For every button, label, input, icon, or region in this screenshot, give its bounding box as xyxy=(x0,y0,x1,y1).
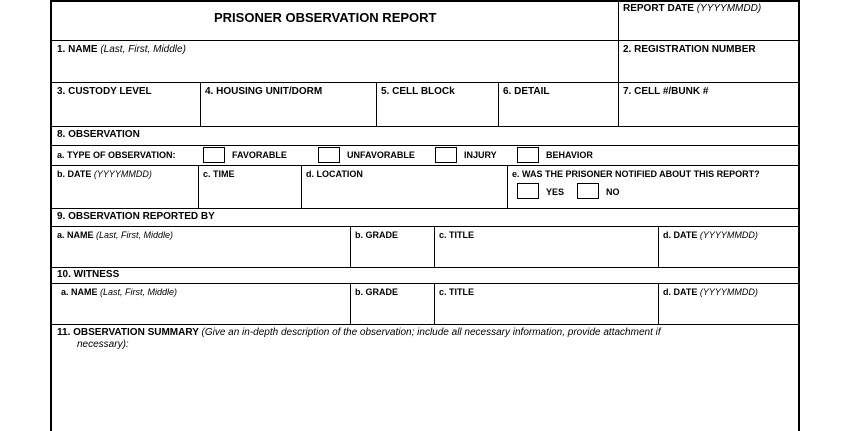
observation-time-field[interactable] xyxy=(199,181,300,207)
witness-title-field[interactable] xyxy=(435,299,657,323)
divider xyxy=(52,324,798,325)
observation-section-label: 8. OBSERVATION xyxy=(57,129,140,140)
notified-no-label: NO xyxy=(606,187,620,197)
report-date-hint: (YYYYMMDD) xyxy=(696,3,762,14)
observation-time-label: c. TIME xyxy=(203,169,235,179)
divider xyxy=(52,283,798,284)
witness-date-field[interactable] xyxy=(659,299,800,323)
witness-section-label: 10. WITNESS xyxy=(57,269,120,280)
injury-label: INJURY xyxy=(464,150,497,160)
name-label-text: 1. NAME xyxy=(57,44,98,55)
witness-date-label-text: d. DATE xyxy=(663,287,698,297)
housing-unit-field[interactable] xyxy=(201,99,375,125)
custody-level-field[interactable] xyxy=(53,99,199,125)
witness-date-hint: (YYYYMMDD) xyxy=(699,287,758,297)
reporter-name-field[interactable] xyxy=(53,242,349,266)
divider xyxy=(52,208,798,209)
housing-unit-label: 4. HOUSING UNIT/DORM xyxy=(205,86,323,97)
name-field[interactable] xyxy=(53,57,617,81)
divider xyxy=(507,165,508,208)
reporter-name-label-text: a. NAME xyxy=(57,230,94,240)
reported-by-section-label: 9. OBSERVATION REPORTED BY xyxy=(57,211,215,222)
behavior-label: BEHAVIOR xyxy=(546,150,593,160)
divider xyxy=(52,226,798,227)
reporter-name-label xyxy=(57,229,173,241)
favorable-checkbox[interactable] xyxy=(203,147,225,163)
cell-block-label: 5. CELL BLOCk xyxy=(381,86,455,97)
observation-location-label: d. LOCATION xyxy=(306,169,363,179)
reporter-date-label xyxy=(663,229,758,241)
witness-title-label: c. TITLE xyxy=(439,287,475,297)
reporter-grade-field[interactable] xyxy=(351,242,433,266)
notified-yes-label: YES xyxy=(546,187,565,197)
injury-checkbox[interactable] xyxy=(435,147,457,163)
summary-hint-continued xyxy=(77,339,129,351)
notified-yes-checkbox[interactable] xyxy=(517,183,539,199)
reporter-date-hint: (YYYYMMDD) xyxy=(699,230,758,240)
reporter-name-hint: (Last, First, Middle) xyxy=(96,230,174,240)
registration-label: 2. REGISTRATION NUMBER xyxy=(623,44,756,55)
divider xyxy=(52,82,798,83)
summary-textarea[interactable] xyxy=(53,353,800,431)
observation-type-label: a. TYPE OF OBSERVATION: xyxy=(57,150,176,160)
reporter-date-field[interactable] xyxy=(659,242,800,266)
unfavorable-label: UNFAVORABLE xyxy=(347,150,415,160)
summary-hint: (Give an in-depth description of the observation; include all necessary information, provide attachment if xyxy=(201,327,661,338)
reporter-grade-label: b. GRADE xyxy=(355,230,399,240)
name-hint: (Last, First, Middle) xyxy=(100,44,186,55)
cell-bunk-field[interactable] xyxy=(619,99,800,125)
observation-form xyxy=(50,0,800,431)
observation-location-field[interactable] xyxy=(302,181,506,207)
divider xyxy=(52,145,798,146)
cell-bunk-label: 7. CELL #/BUNK # xyxy=(623,86,709,97)
registration-field[interactable] xyxy=(619,57,800,81)
summary-label-text: 11. OBSERVATION SUMMARY xyxy=(57,327,199,338)
witness-name-label-text: a. NAME xyxy=(61,287,98,297)
behavior-checkbox[interactable] xyxy=(517,147,539,163)
divider xyxy=(52,165,798,166)
observation-date-field[interactable] xyxy=(53,181,197,207)
notified-no-checkbox[interactable] xyxy=(577,183,599,199)
witness-name-label xyxy=(61,286,177,298)
witness-grade-field[interactable] xyxy=(351,299,433,323)
divider xyxy=(52,40,798,41)
report-date-field[interactable] xyxy=(619,16,800,39)
observation-date-hint: (YYYYMMDD) xyxy=(93,169,152,179)
report-date-label-text: REPORT DATE xyxy=(623,3,694,14)
report-date-label xyxy=(623,3,761,15)
witness-date-label xyxy=(663,286,758,298)
detail-field[interactable] xyxy=(499,99,617,125)
divider xyxy=(52,126,798,127)
notified-question-label: e. WAS THE PRISONER NOTIFIED ABOUT THIS REPORT? xyxy=(512,169,760,179)
observation-date-label-text: b. DATE xyxy=(57,169,92,179)
summary-section-label xyxy=(57,327,661,339)
form-top-border xyxy=(52,0,798,2)
name-label xyxy=(57,44,186,56)
favorable-label: FAVORABLE xyxy=(232,150,287,160)
divider xyxy=(52,267,798,268)
custody-level-label: 3. CUSTODY LEVEL xyxy=(57,86,152,97)
unfavorable-checkbox[interactable] xyxy=(318,147,340,163)
form-title: PRISONER OBSERVATION REPORT xyxy=(214,10,437,25)
reporter-title-label: c. TITLE xyxy=(439,230,475,240)
reporter-title-field[interactable] xyxy=(435,242,657,266)
observation-date-label xyxy=(57,168,152,180)
summary-hint-line2: necessary): xyxy=(77,339,129,350)
cell-block-field[interactable] xyxy=(377,99,497,125)
witness-name-field[interactable] xyxy=(53,299,349,323)
witness-grade-label: b. GRADE xyxy=(355,287,399,297)
witness-name-hint: (Last, First, Middle) xyxy=(100,287,178,297)
detail-label: 6. DETAIL xyxy=(503,86,550,97)
reporter-date-label-text: d. DATE xyxy=(663,230,698,240)
